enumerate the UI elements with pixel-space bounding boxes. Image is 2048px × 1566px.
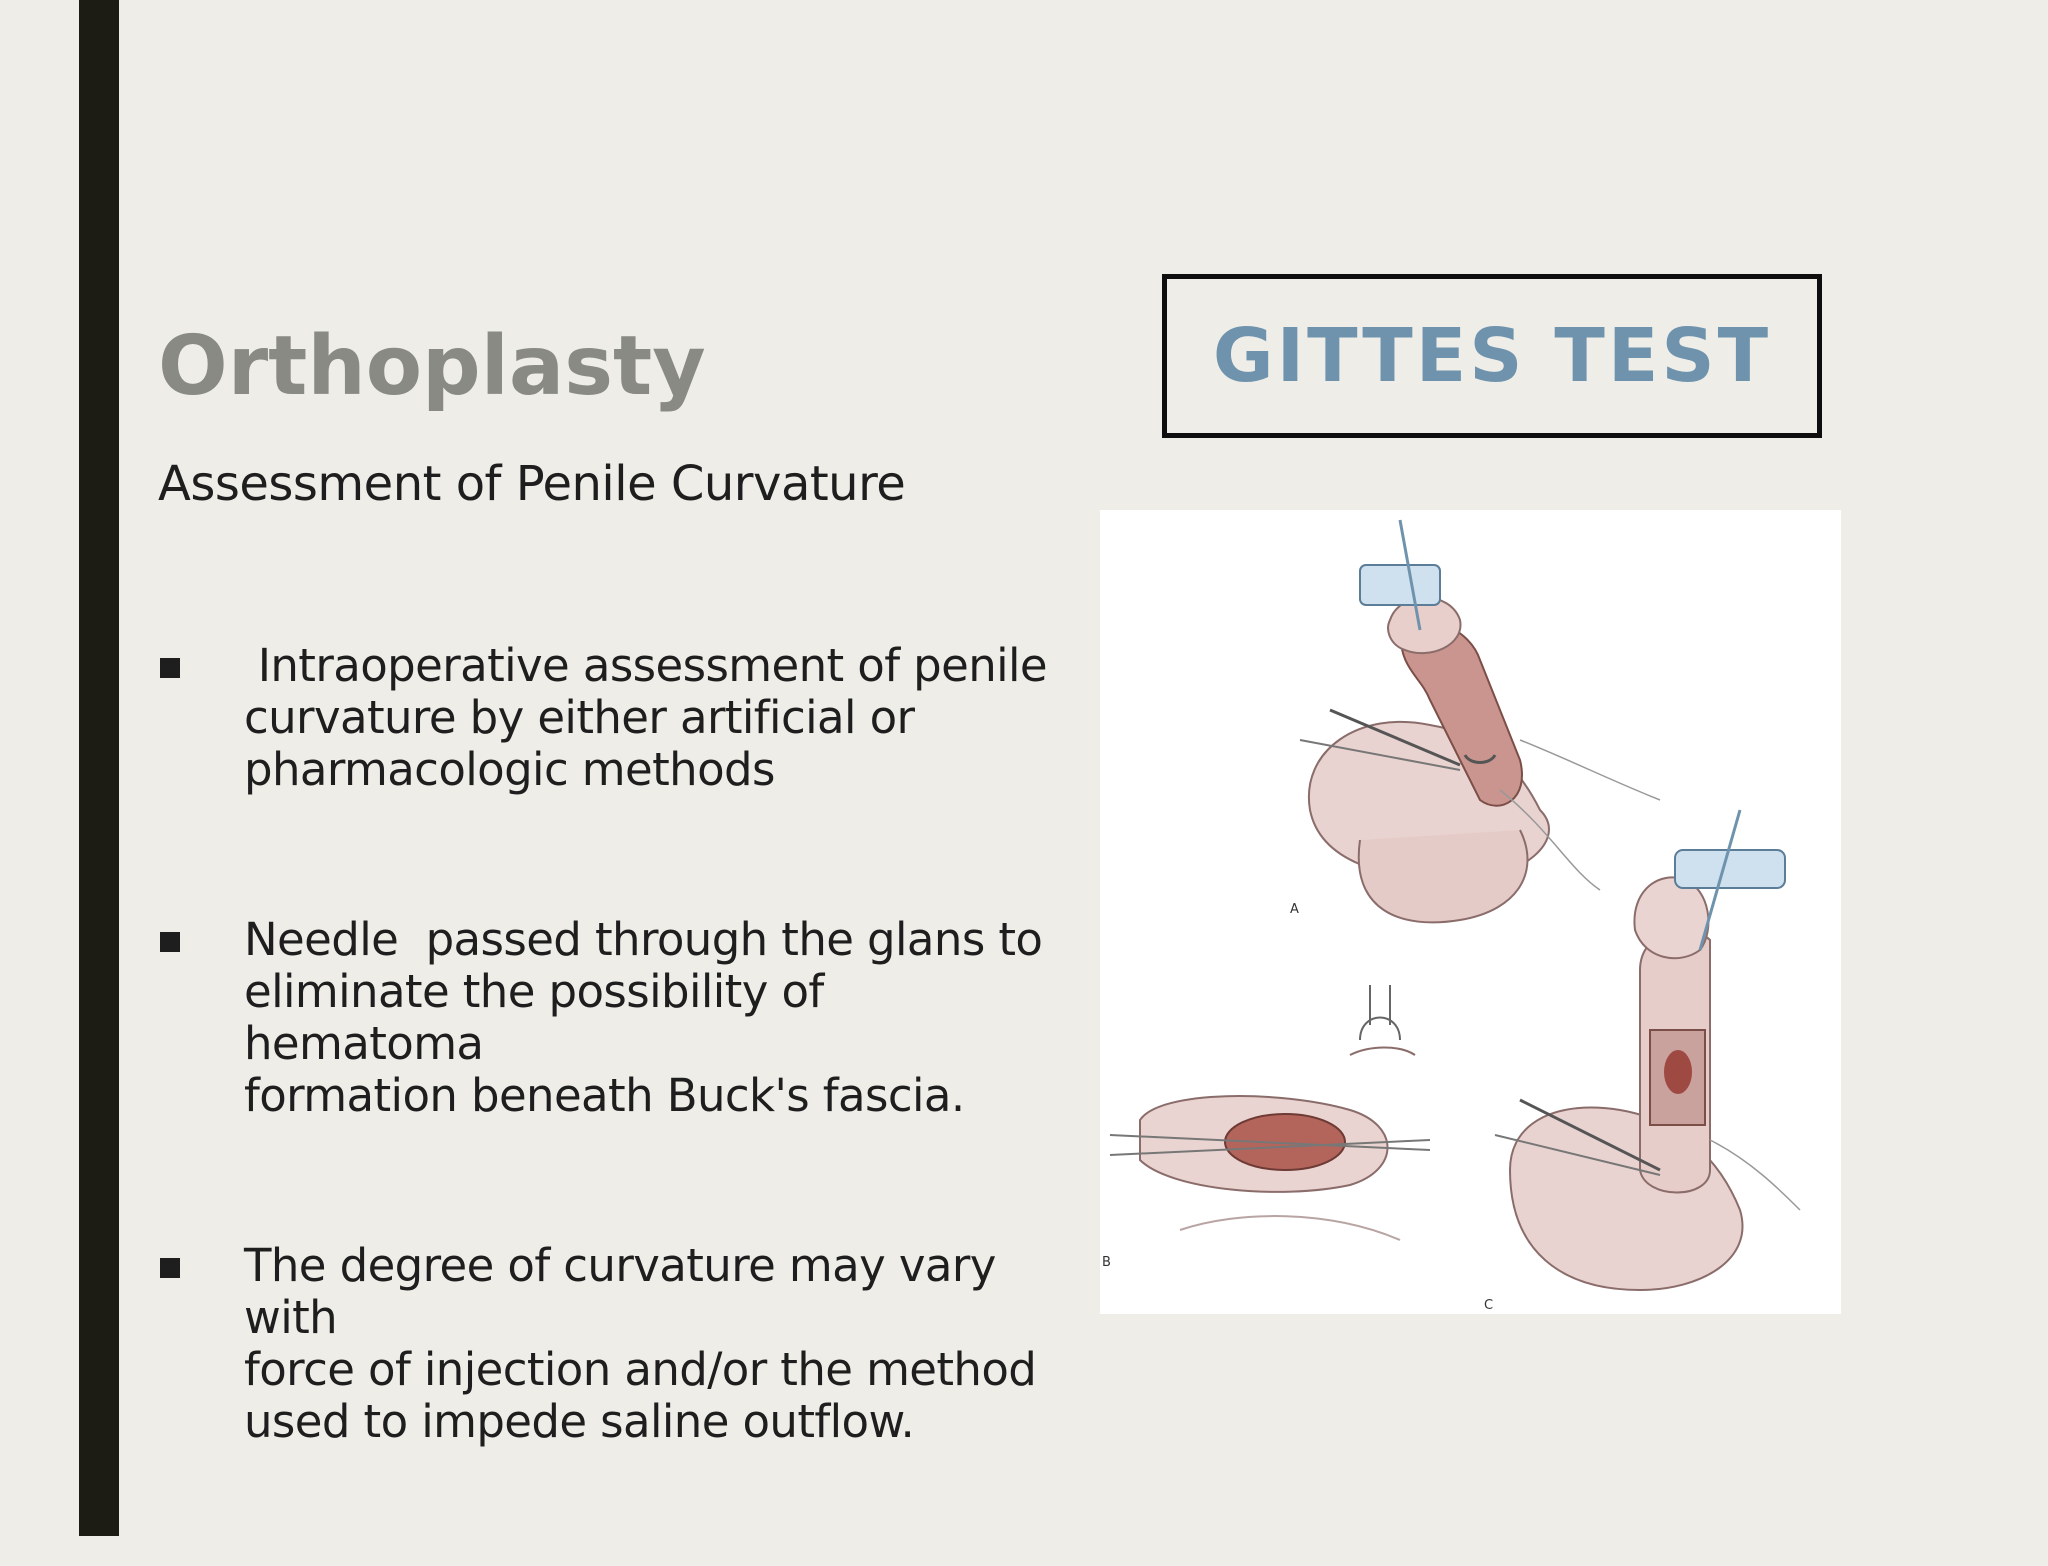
bullet-line: Intraoperative assessment of penile (244, 639, 1048, 692)
square-bullet-icon (160, 1258, 180, 1278)
bullet-line: formation beneath Buck's fascia. (244, 1069, 965, 1122)
bullet-line: force of injection and/or the method (244, 1343, 1037, 1396)
gittes-test-callout (1162, 274, 1822, 438)
bullet-line: Needle passed through the glans to (244, 913, 1043, 966)
panel-label-a: A (1290, 902, 1299, 917)
callout-label: GITTES TEST (1212, 313, 1772, 399)
slide-title: Orthoplasty (158, 319, 706, 414)
bullet-line: The degree of curvature may vary with (244, 1239, 996, 1344)
panel-c-drawing (1495, 810, 1800, 1290)
bullet-line: eliminate the possibility of hematoma (244, 965, 824, 1070)
bullet-list (158, 640, 1058, 1566)
bullet-item (158, 640, 1058, 796)
slide-subtitle: Assessment of Penile Curvature (158, 456, 906, 512)
bullet-item (158, 914, 1058, 1122)
surgical-illustration-drawing (1100, 510, 1841, 1314)
panel-label-b: B (1102, 1255, 1111, 1270)
bullet-line: used to impede saline outflow. (244, 1395, 915, 1448)
surgical-illustration (1100, 510, 1841, 1314)
bullet-line: pharmacologic methods (244, 743, 775, 796)
square-bullet-icon (160, 658, 180, 678)
square-bullet-icon (160, 932, 180, 952)
panel-label-c: C (1484, 1298, 1494, 1313)
bullet-line: curvature by either artificial or (244, 691, 915, 744)
left-accent-bar (79, 0, 119, 1536)
panel-b-drawing (1110, 985, 1430, 1240)
bullet-item (158, 1240, 1058, 1448)
panel-a-drawing (1300, 520, 1660, 922)
